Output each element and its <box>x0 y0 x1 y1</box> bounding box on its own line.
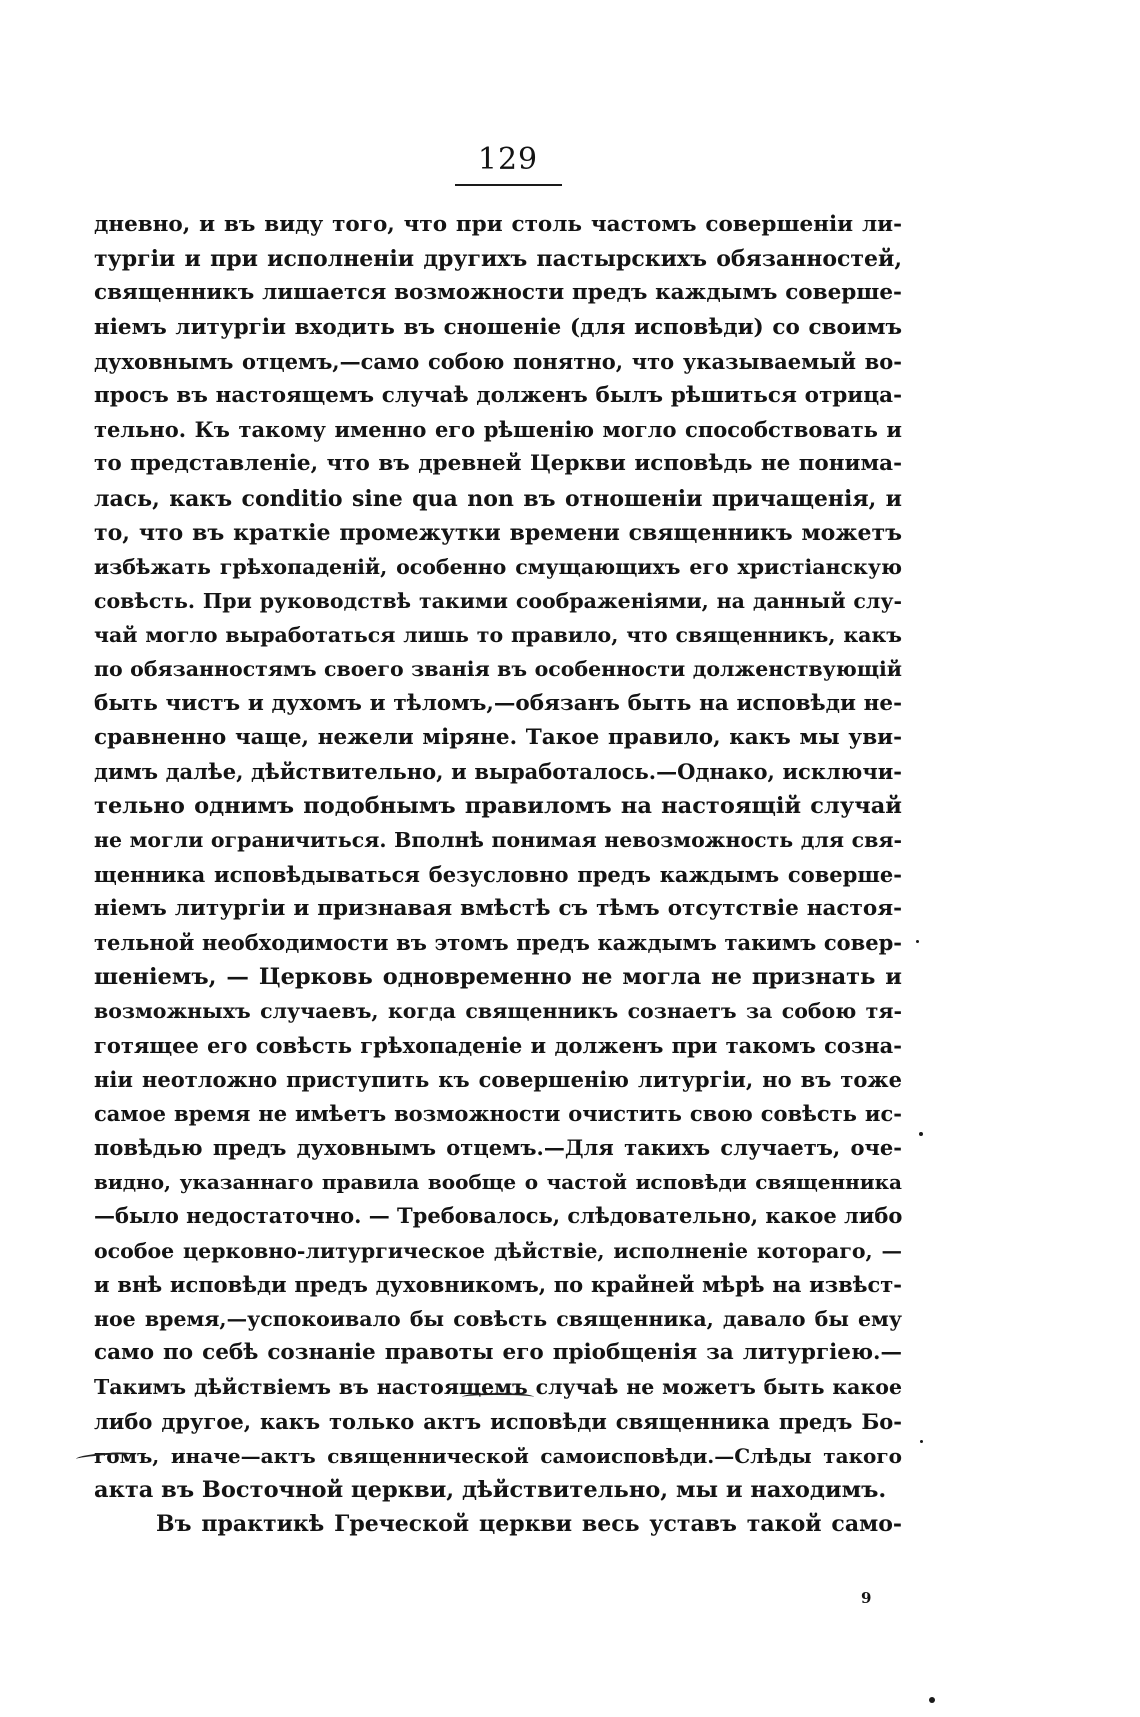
signature-mark: 9 <box>861 1589 872 1607</box>
text-line: ніемъ литургіи и признавая вмѣстѣ съ тѣмъ отсутствіе настоя- <box>94 895 902 921</box>
text-line: избѣжать грѣхопаденій, особенно смущающихъ его христіанскую <box>94 554 902 579</box>
text-line: совѣсть. При руководствѣ такими соображеніями, на данный слу- <box>94 589 902 614</box>
page-number: 129 <box>477 142 539 177</box>
text-line: по обязанностямъ своего званія въ особенности долженствующій <box>94 657 902 682</box>
pencil-underline-mark <box>462 1393 534 1401</box>
text-line: шеніемъ, — Церковь одновременно не могла не признать и <box>94 964 902 991</box>
scan-speck <box>920 1440 923 1443</box>
text-line: лась, какъ conditio sine qua non въ отношеніи причащенія, и <box>94 485 902 512</box>
text-line: быть чистъ и духомъ и тѣломъ,—обязанъ быть на исповѣди не- <box>94 690 902 716</box>
text-line: то, что въ краткіе промежутки времени священникъ можетъ <box>94 519 902 546</box>
text-line: самое время не имѣетъ возможности очистить свою совѣсть ис- <box>94 1100 902 1126</box>
text-line: готящее его совѣсть грѣхопаденіе и долженъ при такомъ созна- <box>94 1032 902 1058</box>
text-line: видно, указаннаго правила вообще о частой исповѣди священника <box>94 1170 902 1195</box>
text-line: особое церковно-литургическое дѣйствіе, исполненіе котораго, — <box>94 1238 902 1263</box>
text-line: повѣдью предъ духовнымъ отцемъ.—Для такихъ случаетъ, оче- <box>94 1135 902 1161</box>
text-line: духовнымъ отцемъ,—само собою понятно, что указываемый во- <box>94 348 902 374</box>
text-line: священникъ лишается возможности предъ каждымъ соверше- <box>94 280 902 306</box>
text-line: щенника исповѣдываться безусловно предъ каждымъ соверше- <box>94 861 902 887</box>
text-line: тельной необходимости въ этомъ предъ каждымъ такимъ совер- <box>94 929 902 955</box>
text-line: ніемъ литургіи входить въ сношеніе (для исповѣди) со своимъ <box>94 314 902 340</box>
text-line: дневно, и въ виду того, что при столь частомъ совершеніи ли- <box>94 212 902 237</box>
text-line: не могли ограничиться. Вполнѣ понимая невозможность для свя- <box>94 828 902 853</box>
scan-speck <box>916 940 919 943</box>
text-line: Такимъ дѣйствіемъ въ настоящемъ случаѣ не можетъ быть какое <box>94 1375 902 1400</box>
body-text <box>94 208 902 1541</box>
text-line: акта въ Восточной церкви, дѣйствительно, мы и находимъ. <box>94 1476 887 1503</box>
text-line: то представленіе, что въ древней Церкви исповѣдь не понима- <box>94 451 902 477</box>
text-line: тельно. Къ такому именно его рѣшенію могло способствовать и <box>94 417 902 443</box>
text-line: тельно однимъ подобнымъ правиломъ на настоящій случай <box>94 793 902 820</box>
text-line: и внѣ исповѣди предъ духовникомъ, по крайней мѣрѣ на извѣст- <box>94 1271 902 1297</box>
text-line: возможныхъ случаевъ, когда священникъ сознаетъ за собою тя- <box>94 999 902 1024</box>
text-line: ніи неотложно приступить къ совершенію литургіи, но въ тоже <box>94 1066 902 1092</box>
page-number-rule <box>455 184 562 186</box>
text-line: либо другое, какъ только актъ исповѣди священника предъ Бо- <box>94 1408 902 1434</box>
paragraph-first-line: Въ практикѣ Греческой церкви весь уставъ такой само- <box>156 1511 902 1538</box>
text-line: просъ въ настоящемъ случаѣ долженъ былъ рѣшиться отрица- <box>94 382 902 408</box>
text-line: тургіи и при исполненіи другихъ пастырскихъ обязанностей, <box>94 246 902 273</box>
scan-speck <box>929 1697 935 1703</box>
text-line: гомъ, иначе—актъ священнической самоисповѣди.—Слѣды такого <box>94 1443 902 1468</box>
text-line: сравненно чаще, нежели міряне. Такое правило, какъ мы уви- <box>94 724 902 750</box>
scan-speck <box>919 1132 923 1136</box>
text-line: ное время,—успокоивало бы совѣсть священника, давало бы ему <box>94 1307 902 1331</box>
text-line: —было недостаточно. — Требовалось, слѣдовательно, какое либо <box>94 1203 902 1229</box>
text-line: само по себѣ сознаніе правоты его пріобщенія за литургіею.— <box>94 1340 902 1366</box>
text-line: чай могло выработаться лишь то правило, что священникъ, какъ <box>94 623 902 648</box>
text-line: димъ далѣе, дѣйствительно, и выработалось.—Однако, исключи- <box>94 759 902 784</box>
